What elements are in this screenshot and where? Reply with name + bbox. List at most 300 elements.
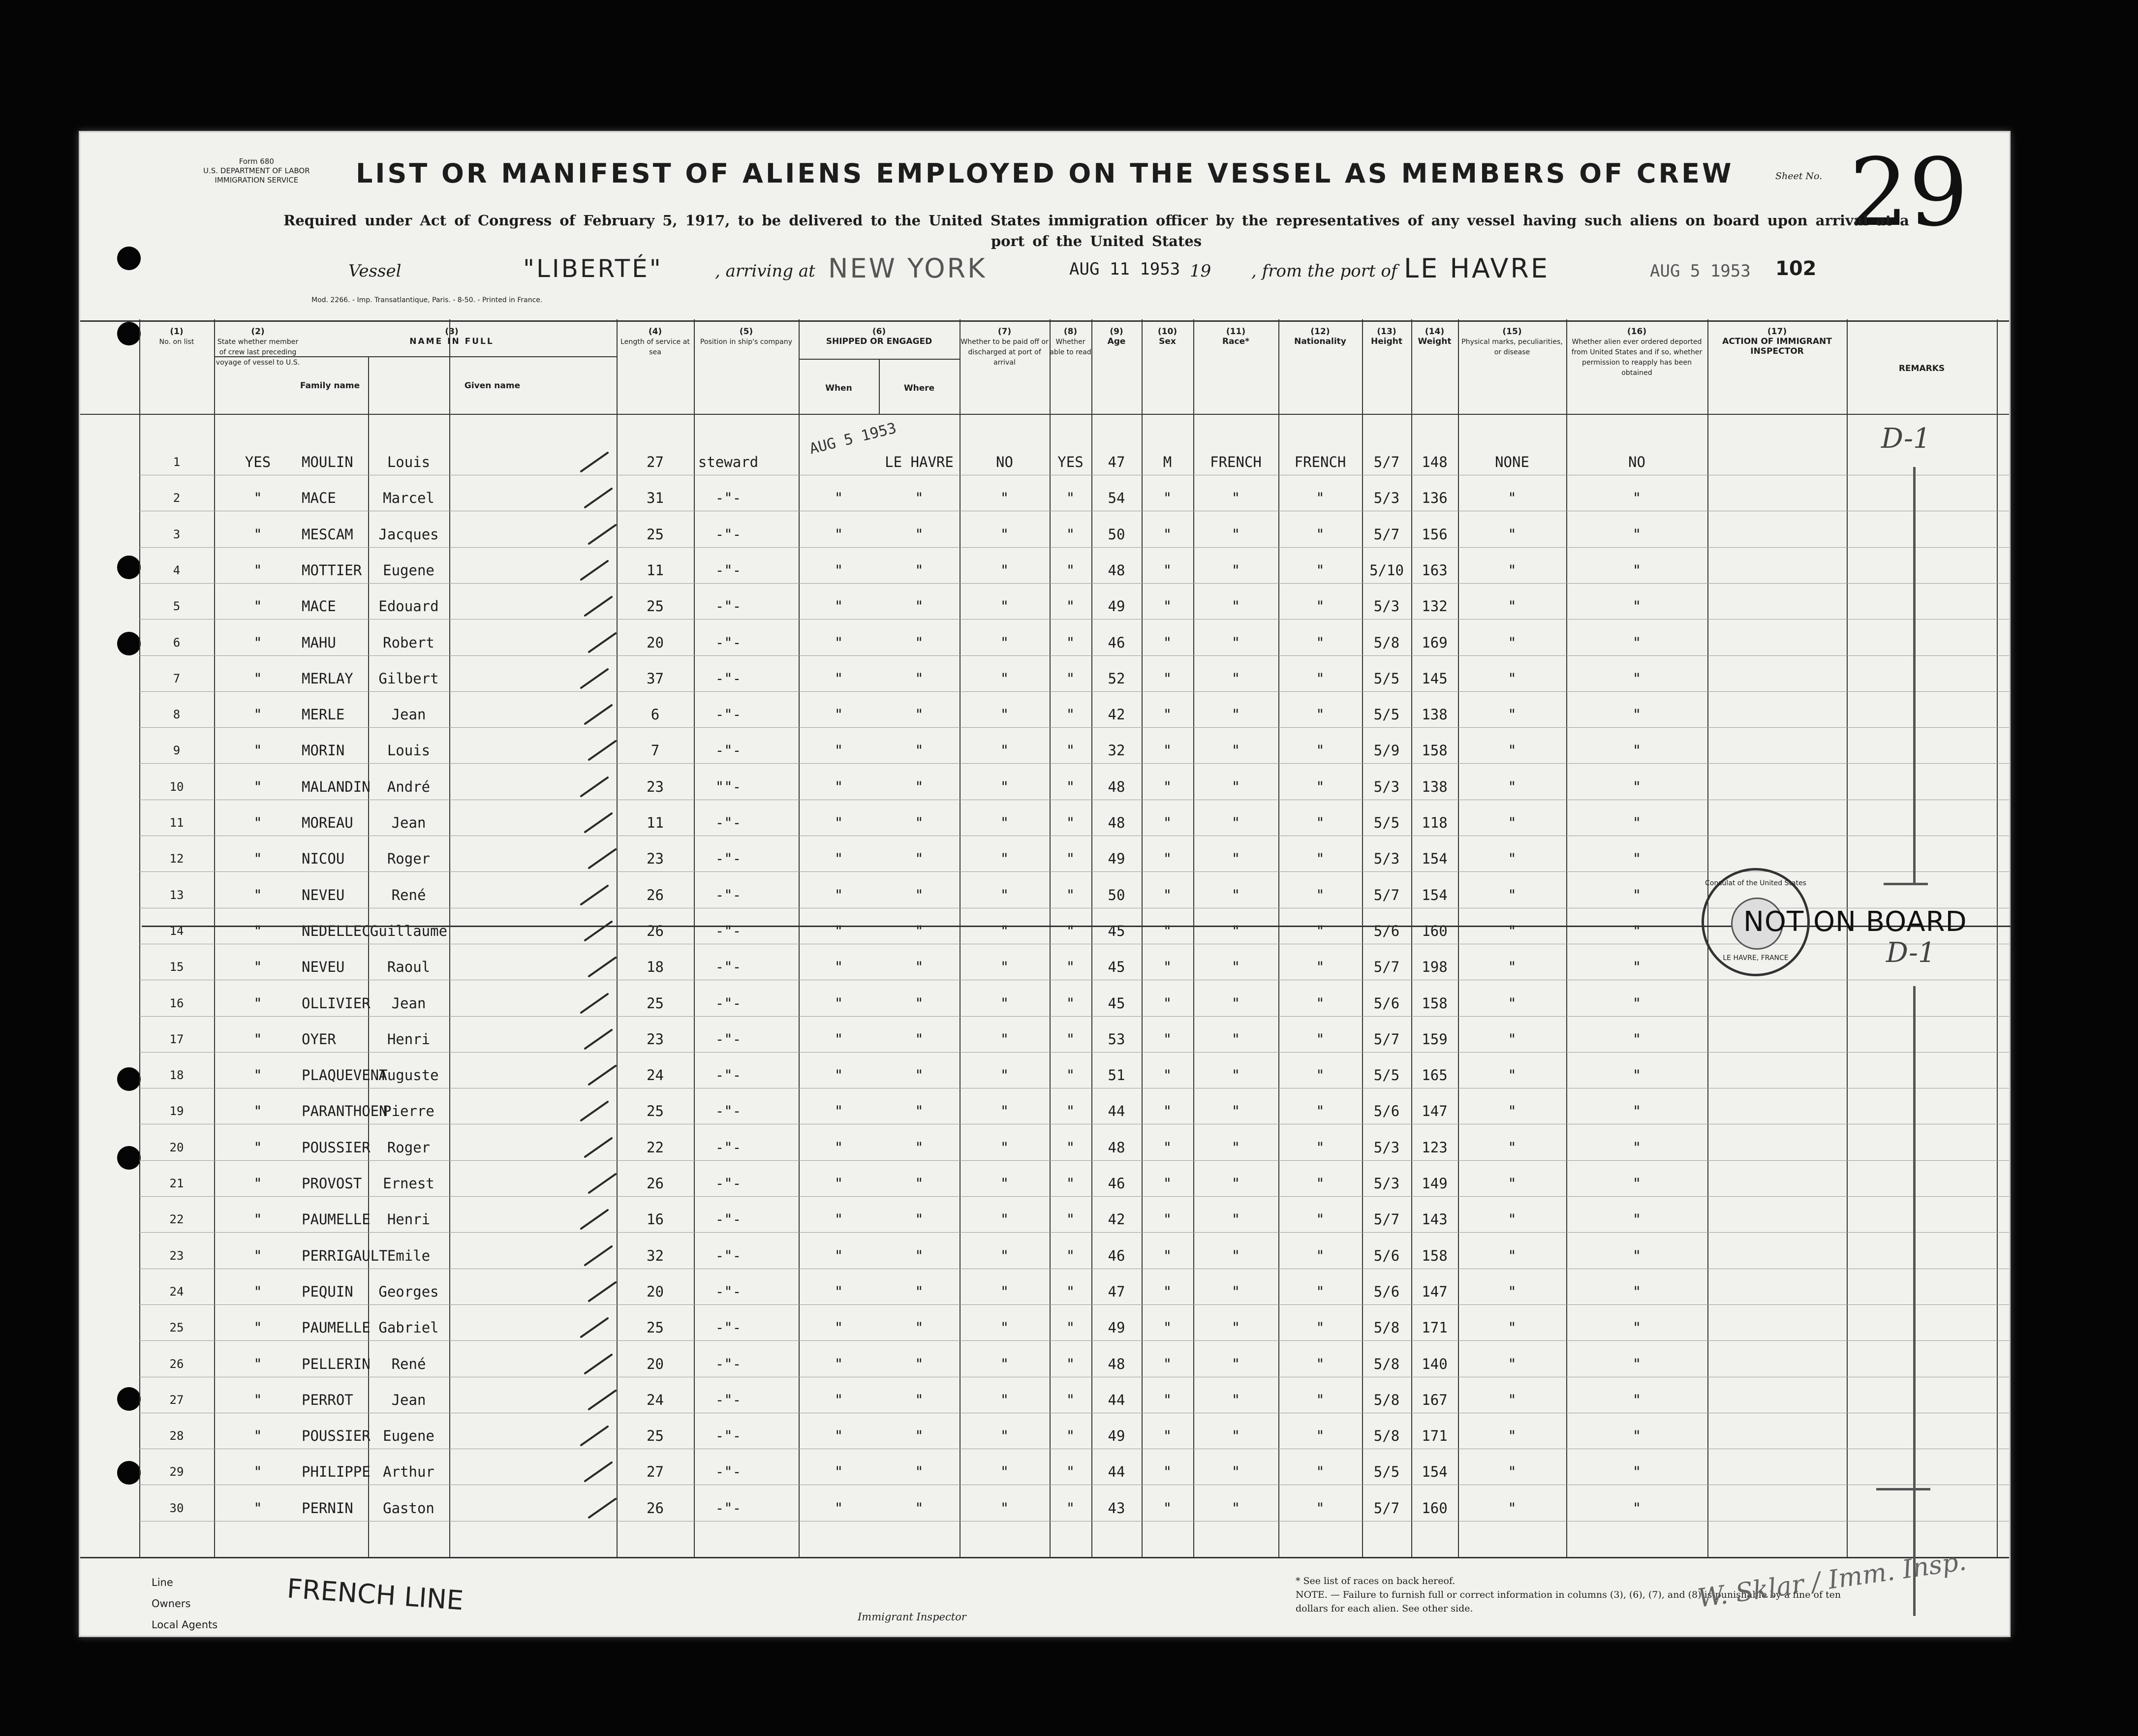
cell-paid: "	[1000, 1319, 1009, 1336]
cell-where: "	[915, 814, 924, 831]
cell-paid: "	[1000, 1391, 1009, 1408]
cell-race: "	[1231, 706, 1240, 723]
cell-nat: "	[1316, 814, 1325, 831]
cell-family: NICOU	[302, 850, 345, 868]
note-penalty: NOTE. — Failure to furnish full or correct information in columns (3), (6), (7), and (8) is punishable by a fine of ten dollars for each alien. See other side.	[1296, 1589, 1841, 1614]
cell-position: -"-	[715, 1319, 742, 1336]
cell-weight: 147	[1422, 1283, 1448, 1300]
cell-position: -"-	[715, 634, 742, 651]
cell-where: "	[915, 994, 924, 1012]
cell-marks: "	[1508, 634, 1517, 651]
check-mark	[580, 451, 609, 472]
cell-family: PEQUIN	[302, 1283, 353, 1300]
cell-family: MERLAY	[302, 670, 353, 687]
cell-given: Roger	[387, 1139, 431, 1156]
cell-marks: "	[1508, 526, 1517, 543]
cell-service: 20	[647, 1283, 664, 1300]
cell-nat: "	[1316, 706, 1325, 723]
check-mark	[588, 1281, 617, 1302]
punch-hole	[117, 632, 141, 655]
cell-paid: "	[1000, 1283, 1009, 1300]
cell-position: -"-	[715, 598, 742, 615]
check-mark	[580, 776, 609, 797]
cell-family: PROVOST	[302, 1175, 362, 1192]
row-rule	[139, 1304, 2009, 1305]
cell-given: Jean	[391, 1391, 426, 1408]
list-number: 102	[1775, 257, 1817, 280]
check-mark	[584, 1137, 613, 1158]
cell-marks: "	[1508, 1139, 1517, 1156]
cell-when: "	[834, 778, 843, 795]
cell-height: 5/6	[1373, 1103, 1400, 1120]
cell-weight: 171	[1422, 1427, 1448, 1445]
cell-where: "	[915, 1427, 924, 1445]
row-rule	[139, 583, 2009, 584]
cell-prev: "	[253, 1319, 262, 1336]
cell-service: 26	[647, 922, 664, 939]
check-mark	[580, 1209, 609, 1230]
cell-no: 16	[169, 996, 184, 1010]
cell-prev: "	[253, 814, 262, 831]
cell-sex: "	[1163, 1247, 1172, 1264]
cell-deported: "	[1632, 1139, 1642, 1156]
cell-age: 54	[1108, 490, 1125, 507]
cell-weight: 149	[1422, 1175, 1448, 1192]
cell-weight: 154	[1422, 886, 1448, 903]
header-c16: (16) Whether alien ever ordered deported from United States and if so, whether permission to reapply has been obtained	[1571, 327, 1703, 377]
cell-deported: "	[1632, 1175, 1642, 1192]
line-name-stamp: FRENCH LINE	[286, 1573, 465, 1616]
cell-height: 5/3	[1373, 850, 1400, 868]
cell-age: 47	[1108, 1283, 1125, 1300]
cell-race: "	[1231, 886, 1240, 903]
cell-family: PAUMELLE	[302, 1211, 371, 1228]
cell-service: 31	[647, 490, 664, 507]
cell-prev: "	[253, 1283, 262, 1300]
cell-family: PERRIGAULT	[302, 1247, 388, 1264]
cell-sex: "	[1163, 1103, 1172, 1120]
cell-marks: "	[1508, 886, 1517, 903]
cell-height: 5/9	[1373, 742, 1400, 759]
cell-sex: "	[1163, 490, 1172, 507]
check-mark	[580, 884, 609, 905]
cell-prev: "	[253, 670, 262, 687]
cell-height: 5/7	[1373, 959, 1400, 976]
cell-weight: 160	[1422, 1499, 1448, 1517]
cell-deported: "	[1632, 1247, 1642, 1264]
cell-marks: "	[1508, 1427, 1517, 1445]
cell-service: 18	[647, 959, 664, 976]
cell-sex: "	[1163, 1139, 1172, 1156]
cell-no: 12	[169, 852, 184, 866]
cell-weight: 147	[1422, 1103, 1448, 1120]
cell-nat: "	[1316, 1139, 1325, 1156]
cell-weight: 138	[1422, 706, 1448, 723]
cell-when: "	[834, 1175, 843, 1192]
cell-sex: "	[1163, 994, 1172, 1012]
cell-paid: "	[1000, 922, 1009, 939]
cell-read: "	[1066, 886, 1075, 903]
header-c2: (2) State whether member of crew last preceding voyage of vessel to U.S.	[216, 327, 300, 367]
cell-height: 5/10	[1369, 561, 1404, 579]
cell-deported: "	[1632, 814, 1642, 831]
cell-marks: "	[1508, 959, 1517, 976]
cell-race: "	[1231, 1427, 1240, 1445]
cell-marks: "	[1508, 670, 1517, 687]
cell-sex: "	[1163, 1211, 1172, 1228]
cell-when: "	[834, 1030, 843, 1048]
row-rule	[139, 1160, 2009, 1161]
cell-service: 20	[647, 634, 664, 651]
cell-race: "	[1231, 1499, 1240, 1517]
header-c5: (5) Position in ship's company	[700, 327, 793, 346]
cell-position: -"-	[715, 1247, 742, 1264]
cell-position: -"-	[715, 490, 742, 507]
cell-no: 18	[169, 1068, 184, 1083]
sheet-label: Sheet No.	[1775, 171, 1823, 182]
cell-deported: "	[1632, 1463, 1642, 1481]
cell-age: 53	[1108, 1030, 1125, 1048]
cell-weight: 154	[1422, 850, 1448, 868]
cell-given: Jean	[391, 814, 426, 831]
cell-family: OLLIVIER	[302, 994, 371, 1012]
cell-height: 5/6	[1373, 922, 1400, 939]
cell-service: 37	[647, 670, 664, 687]
cell-position: -"-	[715, 561, 742, 579]
cell-service: 7	[651, 742, 660, 759]
inspector-signature: W. Sklar / Imm. Insp.	[1696, 1546, 1968, 1614]
cell-weight: 165	[1422, 1067, 1448, 1084]
cell-height: 5/6	[1373, 1283, 1400, 1300]
cell-sex: "	[1163, 922, 1172, 939]
cell-where: "	[915, 778, 924, 795]
cell-age: 42	[1108, 706, 1125, 723]
cell-service: 11	[647, 814, 664, 831]
cell-where: "	[915, 1211, 924, 1228]
cell-weight: 143	[1422, 1211, 1448, 1228]
cell-sex: "	[1163, 1463, 1172, 1481]
cell-read: "	[1066, 1175, 1075, 1192]
cell-where: "	[915, 670, 924, 687]
punch-hole	[117, 1146, 141, 1170]
check-mark	[584, 1353, 613, 1374]
cell-family: MERLE	[302, 706, 345, 723]
cell-age: 48	[1108, 778, 1125, 795]
cell-paid: "	[1000, 994, 1009, 1012]
punch-hole	[117, 1387, 141, 1411]
cell-position: -"-	[715, 1355, 742, 1372]
cell-age: 46	[1108, 1247, 1125, 1264]
cell-service: 27	[647, 1463, 664, 1481]
punch-hole	[117, 247, 141, 270]
cell-height: 5/8	[1373, 634, 1400, 651]
cell-paid: NO	[996, 454, 1013, 470]
cell-read: "	[1066, 1355, 1075, 1372]
cell-paid: "	[1000, 814, 1009, 831]
cell-sex: "	[1163, 1067, 1172, 1084]
cell-read: "	[1066, 922, 1075, 939]
row-rule	[139, 871, 2009, 872]
cell-paid: "	[1000, 598, 1009, 615]
cell-sex: "	[1163, 561, 1172, 579]
cell-race: "	[1231, 742, 1240, 759]
cell-age: 50	[1108, 526, 1125, 543]
cell-no: 15	[169, 960, 184, 974]
cell-weight: 118	[1422, 814, 1448, 831]
cell-family: MACE	[302, 490, 336, 507]
cell-no: 30	[169, 1501, 184, 1515]
cell-prev: "	[253, 1427, 262, 1445]
cell-position: -"-	[715, 1211, 742, 1228]
cell-height: 5/3	[1373, 490, 1400, 507]
cell-marks: "	[1508, 1319, 1517, 1336]
cell-weight: 156	[1422, 526, 1448, 543]
cell-family: POUSSIER	[302, 1427, 371, 1445]
cell-sex: "	[1163, 526, 1172, 543]
check-mark	[588, 1064, 617, 1085]
cell-where: "	[915, 1391, 924, 1408]
cell-service: 25	[647, 598, 664, 615]
check-mark	[584, 488, 613, 509]
cell-prev: "	[253, 1175, 262, 1192]
cell-paid: "	[1000, 742, 1009, 759]
cell-given: René	[391, 886, 426, 903]
cell-read: "	[1066, 1247, 1075, 1264]
cell-marks: "	[1508, 1283, 1517, 1300]
cell-race: "	[1231, 561, 1240, 579]
footer-agents-label: Local Agents	[152, 1619, 218, 1631]
cell-weight: 158	[1422, 1247, 1448, 1264]
cell-family: PLAQUEVENT	[302, 1067, 388, 1084]
cell-where: "	[915, 1355, 924, 1372]
cell-paid: "	[1000, 1175, 1009, 1192]
cell-service: 26	[647, 886, 664, 903]
cell-no: 24	[169, 1284, 184, 1299]
cell-read: "	[1066, 1391, 1075, 1408]
cell-height: 5/7	[1373, 1211, 1400, 1228]
cell-when: "	[834, 1067, 843, 1084]
cell-position: -"-	[715, 1499, 742, 1517]
cell-given: Gabriel	[378, 1319, 439, 1336]
cell-marks: "	[1508, 706, 1517, 723]
header-c1: (1) No. on list	[159, 327, 194, 346]
arrival-date: AUG 11 1953	[1069, 259, 1180, 279]
cell-weight: 198	[1422, 959, 1448, 976]
cell-marks: "	[1508, 561, 1517, 579]
cell-read: "	[1066, 1427, 1075, 1445]
cell-family: POUSSIER	[302, 1139, 371, 1156]
cell-prev: "	[253, 1499, 262, 1517]
cell-age: 47	[1108, 454, 1125, 470]
cell-marks: "	[1508, 1355, 1517, 1372]
punch-hole	[117, 1067, 141, 1091]
header-c14: (14) Weight	[1418, 327, 1452, 346]
row-rule	[139, 619, 2009, 620]
header-c6: (6) SHIPPED OR ENGAGED	[826, 327, 932, 346]
seal-bottom-text: LE HAVRE, FRANCE	[1723, 954, 1789, 962]
cell-position: -"-	[715, 922, 742, 939]
cell-prev: "	[253, 1030, 262, 1048]
cell-weight: 171	[1422, 1319, 1448, 1336]
cell-height: 5/5	[1373, 1067, 1400, 1084]
cell-paid: "	[1000, 886, 1009, 903]
row-rule	[139, 691, 2009, 692]
cell-given: Auguste	[378, 1067, 439, 1084]
cell-sex: "	[1163, 634, 1172, 651]
cell-where: "	[915, 598, 924, 615]
cell-given: Roger	[387, 850, 431, 868]
cell-given: André	[387, 778, 431, 795]
cell-where: "	[915, 634, 924, 651]
cell-age: 42	[1108, 1211, 1125, 1228]
cell-nat: "	[1316, 1427, 1325, 1445]
cell-no: 22	[169, 1212, 184, 1227]
cell-race: "	[1231, 994, 1240, 1012]
cell-no: 26	[169, 1357, 184, 1371]
cell-no: 27	[169, 1393, 184, 1407]
cell-deported: "	[1632, 850, 1642, 868]
cell-height: 5/3	[1373, 778, 1400, 795]
cell-no: 4	[173, 563, 181, 577]
check-mark	[584, 1245, 613, 1266]
cell-service: 25	[647, 1103, 664, 1120]
cell-prev: "	[253, 1247, 262, 1264]
cell-prev: "	[253, 1067, 262, 1084]
cell-no: 13	[169, 888, 184, 902]
cell-no: 5	[173, 599, 181, 614]
cell-prev: "	[253, 706, 262, 723]
cell-nat: "	[1316, 1355, 1325, 1372]
cell-position: -"-	[715, 706, 742, 723]
cell-paid: "	[1000, 1103, 1009, 1120]
check-mark	[588, 1497, 617, 1519]
cell-prev: "	[253, 598, 262, 615]
subtitle: Required under Act of Congress of February 5, 1917, to be delivered to the United States immigration officer by the representatives of any vessel having such aliens on board upon arrival at a port of the United States	[283, 212, 1909, 249]
cell-service: 11	[647, 561, 664, 579]
check-mark	[588, 1173, 617, 1194]
cell-nat: "	[1316, 922, 1325, 939]
cell-given: Edouard	[378, 598, 439, 615]
cell-given: Robert	[383, 634, 434, 651]
check-mark	[584, 704, 613, 725]
cell-paid: "	[1000, 1139, 1009, 1156]
cell-nat: "	[1316, 1211, 1325, 1228]
cell-read: "	[1066, 1139, 1075, 1156]
cell-nat: "	[1316, 490, 1325, 507]
row-rule	[139, 1016, 2009, 1017]
cell-where: "	[915, 1247, 924, 1264]
cell-nat: "	[1316, 1103, 1325, 1120]
cell-no: 9	[173, 744, 181, 758]
check-mark	[588, 956, 617, 977]
row-rule	[139, 1196, 2009, 1197]
cell-where: "	[915, 1067, 924, 1084]
header-c10: (10) Sex	[1157, 327, 1177, 346]
cell-prev: "	[253, 1355, 262, 1372]
row-rule	[139, 1052, 2009, 1053]
cell-race: "	[1231, 1103, 1240, 1120]
cell-family: MESCAM	[302, 526, 353, 543]
arriving-label: , arriving at	[715, 261, 815, 281]
cell-family: OYER	[302, 1030, 336, 1048]
cell-service: 26	[647, 1175, 664, 1192]
cell-service: 23	[647, 1030, 664, 1048]
row-rule	[139, 655, 2009, 656]
cell-position: -"-	[715, 1283, 742, 1300]
header-c8: (8) Whether able to read	[1050, 327, 1091, 356]
header-given-name: Given name	[464, 381, 521, 391]
manifest-sheet	[79, 131, 2011, 1637]
cell-marks: "	[1508, 1103, 1517, 1120]
cell-prev: "	[253, 526, 262, 543]
cell-nat: "	[1316, 670, 1325, 687]
cell-service: 25	[647, 1427, 664, 1445]
cell-read: "	[1066, 778, 1075, 795]
cell-no: 23	[169, 1248, 184, 1263]
cell-nat: "	[1316, 1247, 1325, 1264]
cell-marks: "	[1508, 850, 1517, 868]
cell-deported: "	[1632, 561, 1642, 579]
cell-family: PARANTHOEN	[302, 1103, 388, 1120]
cell-nat: "	[1316, 886, 1325, 903]
check-mark	[580, 1101, 609, 1122]
cell-when: "	[834, 850, 843, 868]
cell-marks: "	[1508, 814, 1517, 831]
page-title: LIST OR MANIFEST OF ALIENS EMPLOYED ON THE VESSEL AS MEMBERS OF CREW	[356, 158, 1734, 189]
cell-height: 5/8	[1373, 1391, 1400, 1408]
cell-race: "	[1231, 1391, 1240, 1408]
cell-service: 23	[647, 850, 664, 868]
cell-age: 32	[1108, 742, 1125, 759]
cell-read: "	[1066, 561, 1075, 579]
cell-paid: "	[1000, 1499, 1009, 1517]
cell-marks: "	[1508, 994, 1517, 1012]
cell-race: "	[1231, 1030, 1240, 1048]
cell-race: "	[1231, 814, 1240, 831]
cell-marks: "	[1508, 598, 1517, 615]
remark-bracket	[1913, 986, 1916, 1616]
row-rule	[139, 547, 2009, 548]
cell-when: "	[834, 994, 843, 1012]
cell-given: Jean	[391, 706, 426, 723]
cell-age: 44	[1108, 1391, 1125, 1408]
cell-when: "	[834, 1247, 843, 1264]
cell-position: -"-	[715, 1030, 742, 1048]
cell-marks: "	[1508, 1499, 1517, 1517]
check-mark	[584, 595, 613, 617]
punch-hole	[117, 1461, 141, 1485]
cell-nat: "	[1316, 598, 1325, 615]
cell-given: Louis	[387, 454, 431, 470]
seal-top-text: Consulat of the United States	[1705, 879, 1806, 887]
cell-age: 45	[1108, 994, 1125, 1012]
cell-marks: "	[1508, 1463, 1517, 1481]
cell-read: "	[1066, 490, 1075, 507]
cell-paid: "	[1000, 1463, 1009, 1481]
cell-prev: "	[253, 1391, 262, 1408]
cell-paid: "	[1000, 670, 1009, 687]
header-c17: (17) ACTION OF IMMIGRANT INSPECTOR	[1722, 327, 1832, 356]
cell-where: "	[915, 850, 924, 868]
cell-given: Jacques	[378, 526, 439, 543]
cell-nat: "	[1316, 959, 1325, 976]
cell-family: MOTTIER	[302, 561, 362, 579]
cell-when: "	[834, 670, 843, 687]
cell-service: 25	[647, 526, 664, 543]
cell-read: "	[1066, 742, 1075, 759]
cell-where: "	[915, 1139, 924, 1156]
cell-deported: "	[1632, 742, 1642, 759]
